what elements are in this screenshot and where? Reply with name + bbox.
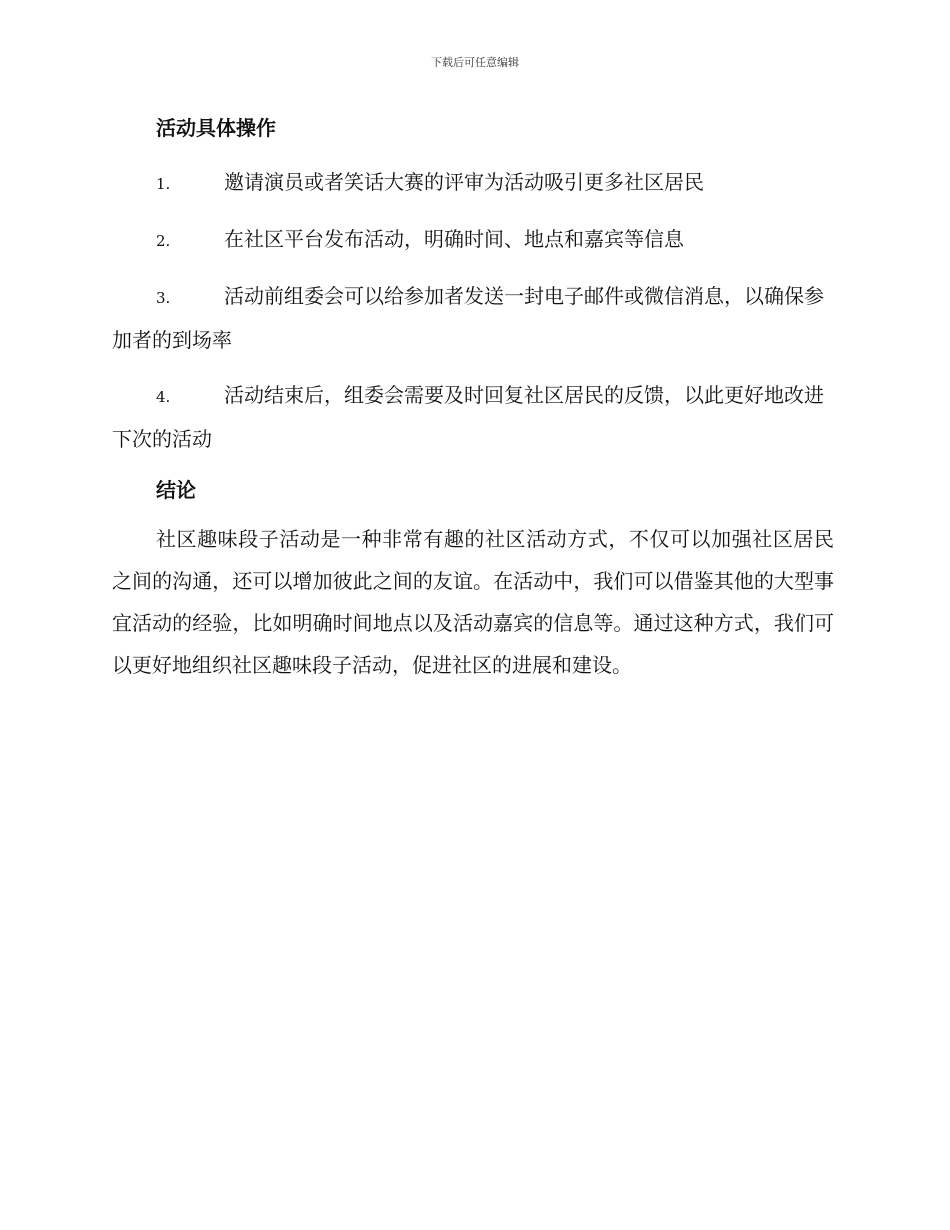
- list-item: [112, 374, 834, 460]
- list-item-number: 2.: [156, 232, 171, 250]
- list-item-text: 邀请演员或者笑话大赛的评审为活动吸引更多社区居民: [224, 170, 704, 194]
- section-heading-operations: 活动具体操作: [156, 116, 276, 140]
- list-item-number: 3.: [156, 289, 171, 307]
- header-note: 下载后可任意编辑: [431, 56, 519, 69]
- list-item-text: 活动结束后，组委会需要及时回复社区居民的反馈，以此更好地改进下次的活动: [112, 383, 824, 451]
- list-item-text: 活动前组委会可以给参加者发送一封电子邮件或微信消息，以确保参加者的到场率: [112, 284, 824, 352]
- list-item: [112, 218, 834, 262]
- section-heading-conclusion: 结论: [156, 478, 196, 502]
- list-item-number: 4.: [156, 388, 171, 406]
- list-item: [112, 161, 834, 205]
- conclusion-paragraph: 社区趣味段子活动是一种非常有趣的社区活动方式，不仅可以加强社区居民之间的沟通，还可以增加彼此之间的友谊。在活动中，我们可以借鉴其他的大型事宜活动的经验，比如明确时间地点以及活动嘉宾的信息等。通过这种方式，我们可以更好地组织社区趣味段子活动，促进社区的进展和建设。: [112, 527, 834, 677]
- list-item: [112, 275, 834, 361]
- list-item-number: 1.: [156, 175, 171, 193]
- list-item-text: 在社区平台发布活动，明确时间、地点和嘉宾等信息: [224, 227, 684, 251]
- document-body: [112, 108, 834, 686]
